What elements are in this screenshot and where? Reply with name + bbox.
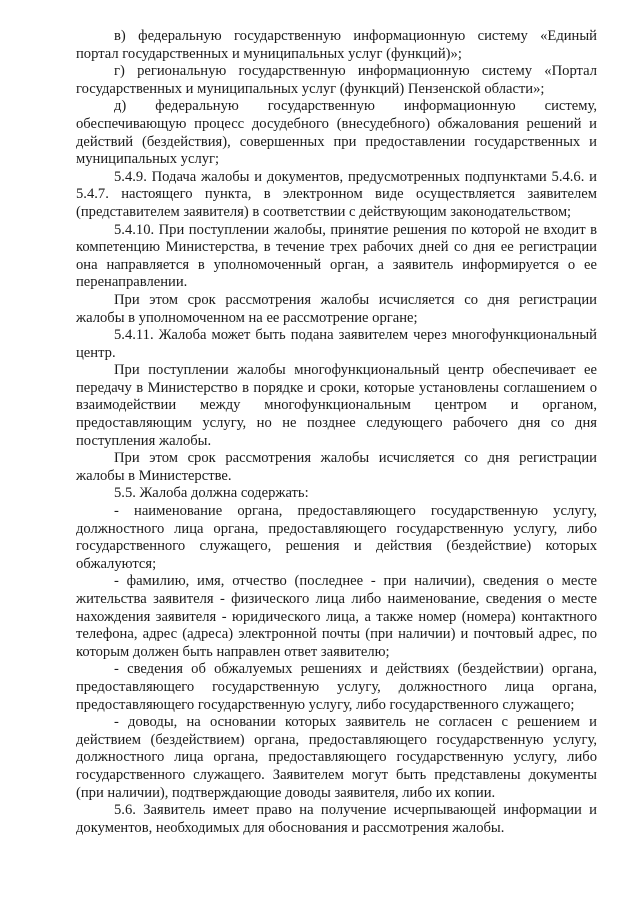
list-item-applicant-details: - фамилию, имя, отчество (последнее - при наличии), сведения о месте жительства заявителя - физического лица либо наименование, сведения о месте нахождения заявителя - юридического лица, а также номер (номера) контактного телефона, адрес (адреса) электронной почты (при наличии) и почтовый адрес, по которым должен быть направлен ответ заявителю; [76, 573, 597, 660]
paragraph-item-d: д) федеральную государственную информационную систему, обеспечивающую процесс досудебного (внесудебного) обжалования решений и действий (бездействия), совершенных при предоставлении государственных и муниципальных услуг; [76, 98, 597, 168]
paragraph-5-4-10: 5.4.10. При поступлении жалобы, принятие решения по которой не входит в компетенцию Министерства, в течение трех рабочих дней со дня ее регистрации она направляется в уполномоченный орган, а заявитель информируется о ее перенаправлении. [76, 221, 597, 291]
paragraph-5-5: 5.5. Жалоба должна содержать: [114, 485, 309, 502]
paragraph-mfc-transfer: При поступлении жалобы многофункциональный центр обеспечивает ее передачу в Министерство в порядке и сроки, которые установлены соглашением о взаимодействии между многофункциональным центром и органом, предоставляющим услугу, но не позднее следующего рабочего дня со дня поступления жалобы. [76, 362, 597, 449]
list-item-arguments: - доводы, на основании которых заявитель не согласен с решением и действием (бездействием) органа, предоставляющего государственную услугу, должностного лица органа, предоставляющего государственную услугу, либо государственного служащего. Заявителем могут быть представлены документы (при наличии), подтверждающие доводы заявителя, либо их копии. [76, 714, 597, 801]
document-page [76, 28, 597, 837]
paragraph-5-6: 5.6. Заявитель имеет право на получение исчерпывающей информации и документов, необходимых для обоснования и рассмотрения жалобы. [76, 802, 597, 836]
paragraph-review-term-ministry: При этом срок рассмотрения жалобы исчисляется со дня регистрации жалобы в Министерстве. [76, 450, 597, 484]
paragraph-item-g: г) региональную государственную информационную систему «Портал государственных и муниципальных услуг (функций) Пензенской области»; [76, 63, 597, 97]
paragraph-5-4-9: 5.4.9. Подача жалобы и документов, предусмотренных подпунктами 5.4.6. и 5.4.7. настоящего пункта, в электронном виде осуществляется заявителем (представителем заявителя) в соответствии с действующим законодательством; [76, 168, 597, 220]
paragraph-5-4-11: 5.4.11. Жалоба может быть подана заявителем через многофункциональный центр. [76, 327, 597, 361]
list-item-appealed-decisions: - сведения об обжалуемых решениях и действиях (бездействии) органа, предоставляющего государственную услугу, должностного лица органа, предоставляющего государственную услугу, либо государственного служащего; [76, 661, 597, 713]
list-item-organ-name: - наименование органа, предоставляющего государственную услугу, должностного лица органа, предоставляющего государственную услугу, либо государственного служащего, решения и действия (бездействие) которых обжалуются; [76, 503, 597, 572]
paragraph-review-term-authorized: При этом срок рассмотрения жалобы исчисляется со дня регистрации жалобы в уполномоченном на ее рассмотрение органе; [76, 291, 597, 326]
paragraph-item-v: в) федеральную государственную информационную систему «Единый портал государственных и муниципальных услуг (функций)»; [76, 28, 597, 62]
